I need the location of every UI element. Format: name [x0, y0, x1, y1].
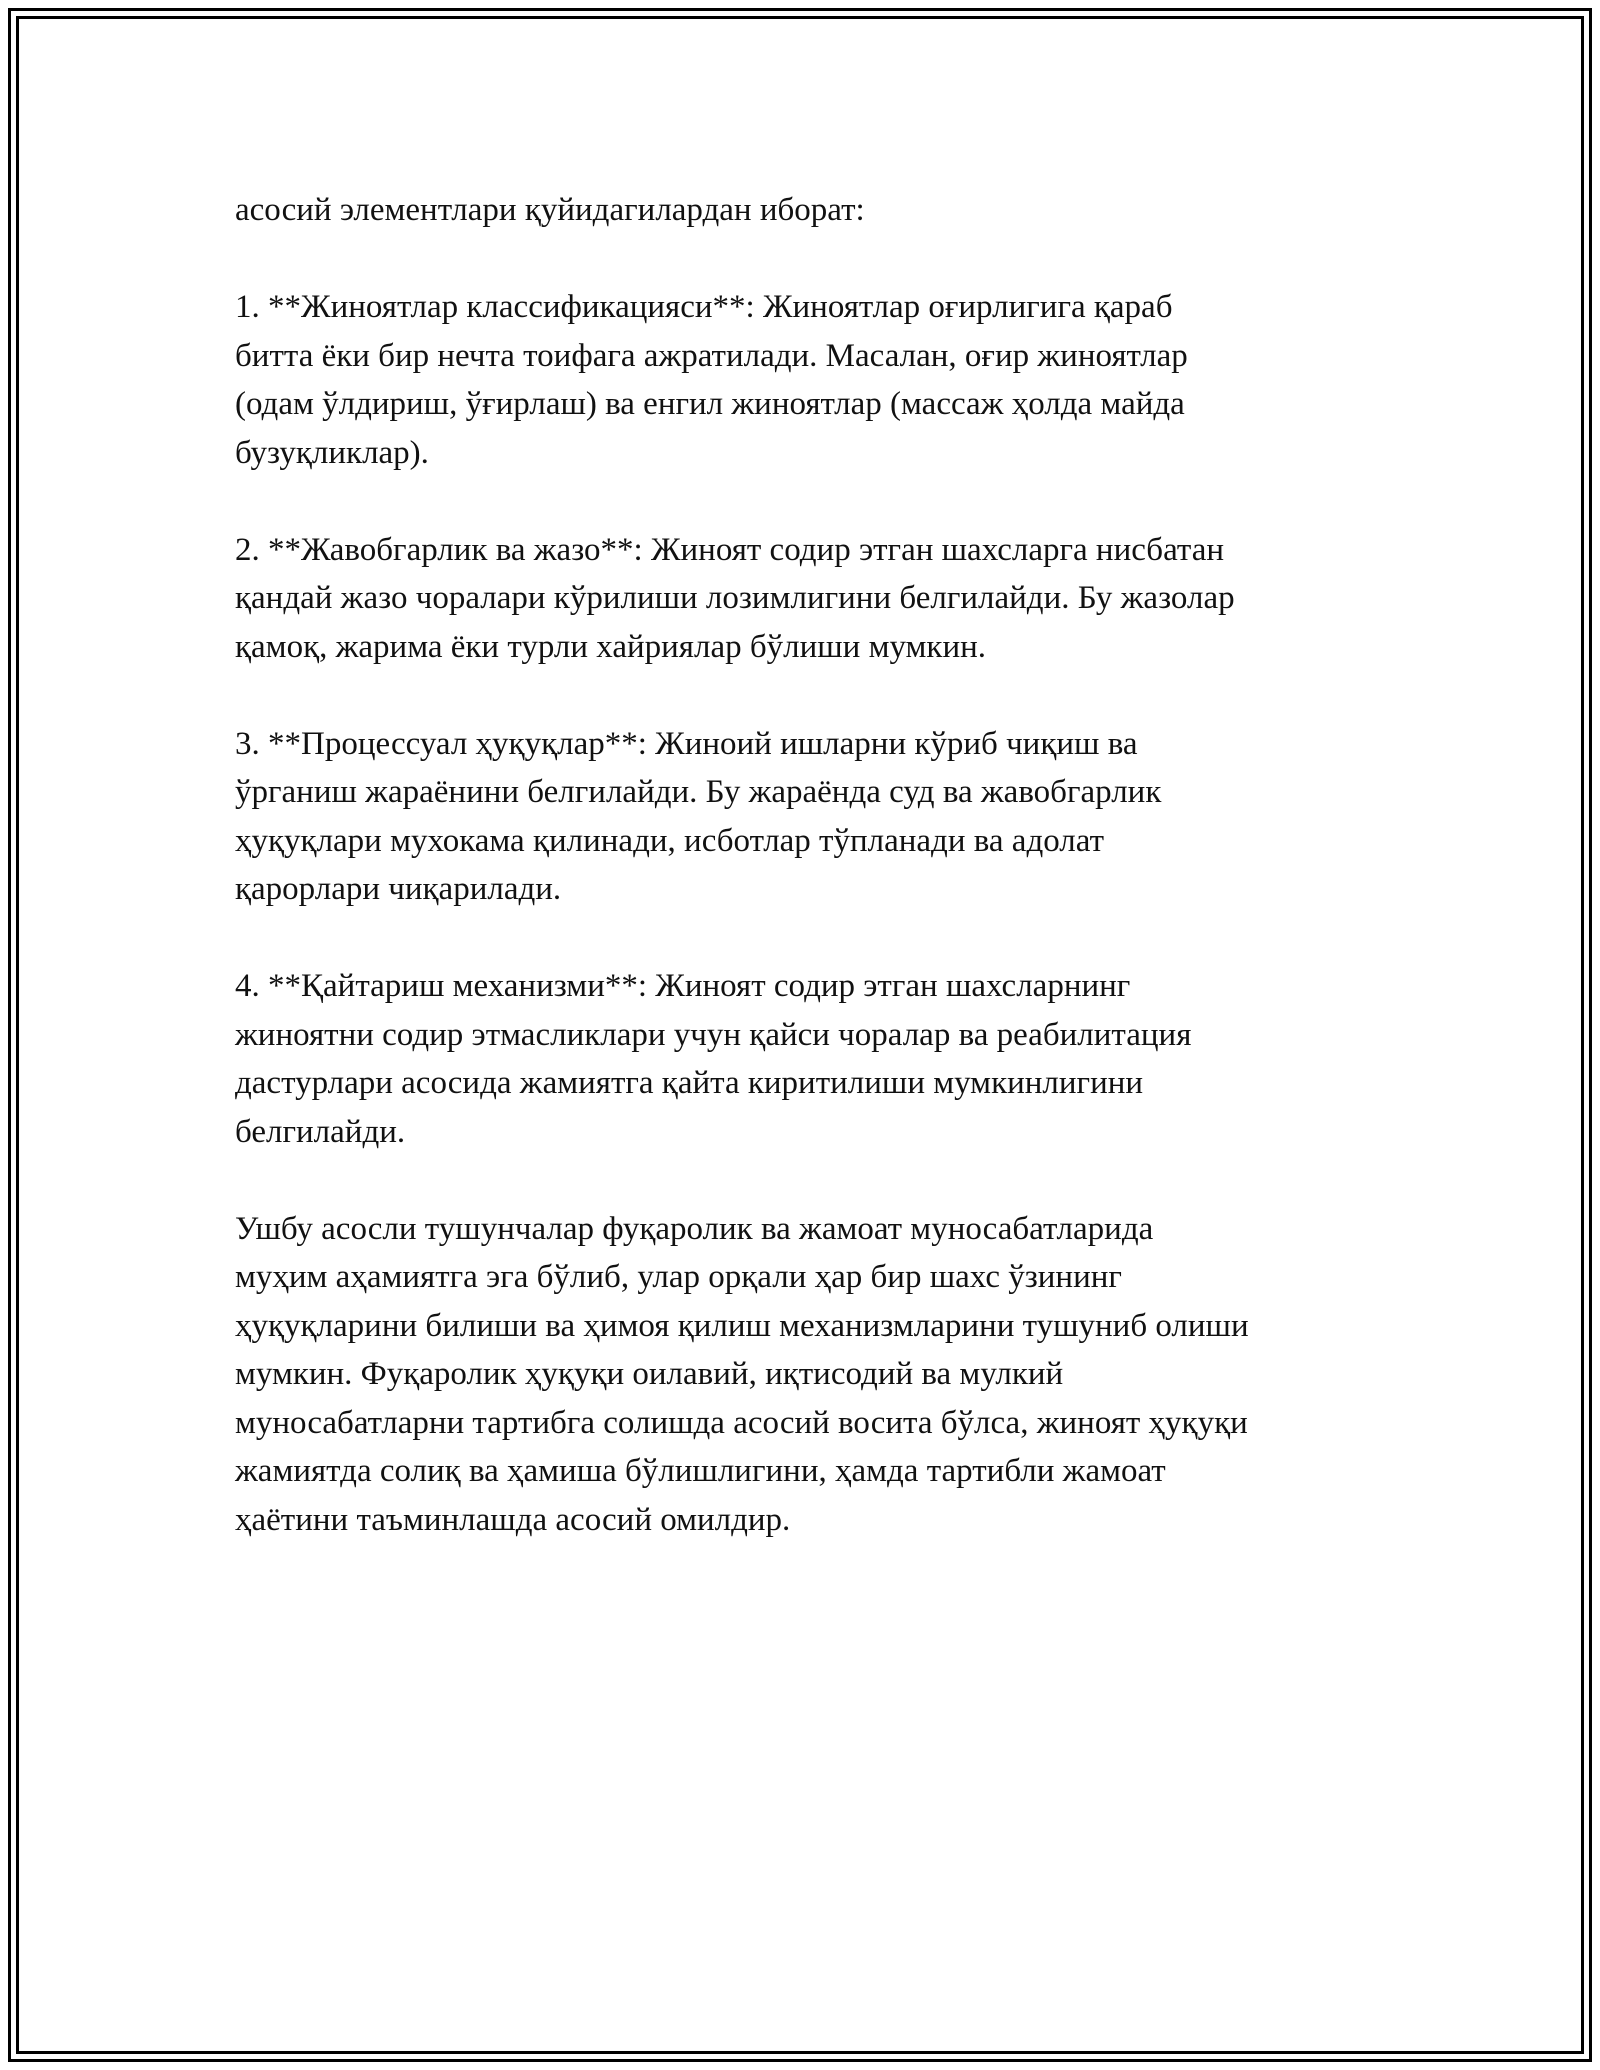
- list-item-return-mechanism: 4. **Қайтариш механизми**: Жиноят содир этган шахсларнинг жиноятни содир этмасликлари учун қайси чоралар ва реабилитация дастурлари асосида жамиятга қайта киритилиши мумкинлигини белгилайди.: [235, 968, 1192, 1150]
- document-body: [235, 186, 1395, 1544]
- list-item-crime-classification: 1. **Жиноятлар классификацияси**: Жиноятлар оғирлигига қараб битта ёки бир нечта тоифага ажратилади. Масалан, оғир жиноятлар (одам ўлдириш, ўғирлаш) ва енгил жиноятлар (массаж ҳолда майда бузуқликлар).: [235, 289, 1188, 471]
- conclusion-paragraph: Ушбу асосли тушунчалар фуқаролик ва жамоат муносабатларида муҳим аҳамиятга эга бўлиб, улар орқали ҳар бир шахс ўзининг ҳуқуқларини билиши ва ҳимоя қилиш механизмларини тушуниб олиши мумкин. Фуқаролик ҳуқуқи оилавий, иқтисодий ва мулкий муносабатларни тартибга солишда асосий восита бўлса, жиноят ҳуқуқи жамиятда солиқ ва ҳамиша бўлишлигини, ҳамда тартибли жамоат ҳаётини таъминлашда асосий омилдир.: [235, 1210, 1249, 1538]
- list-item-liability-and-punishment: 2. **Жавобгарлик ва жазо**: Жиноят содир этган шахсларга нисбатан қандай жазо чоралари кўрилиши лозимлигини белгилайди. Бу жазолар қамоқ, жарима ёки турли хайриялар бўлиши мумкин.: [235, 531, 1235, 665]
- list-item-procedural-rights: 3. **Процессуал ҳуқуқлар**: Жиноий ишларни кўриб чиқиш ва ўрганиш жараёнини белгилайди. Бу жараёнда суд ва жавобгарлик ҳуқуқлари мухокама қилинади, исботлар тўпланади ва адолат қарорлари чиқарилади.: [235, 725, 1162, 907]
- intro-line: асосий элементлари қуйидагилардан иборат:: [235, 192, 865, 228]
